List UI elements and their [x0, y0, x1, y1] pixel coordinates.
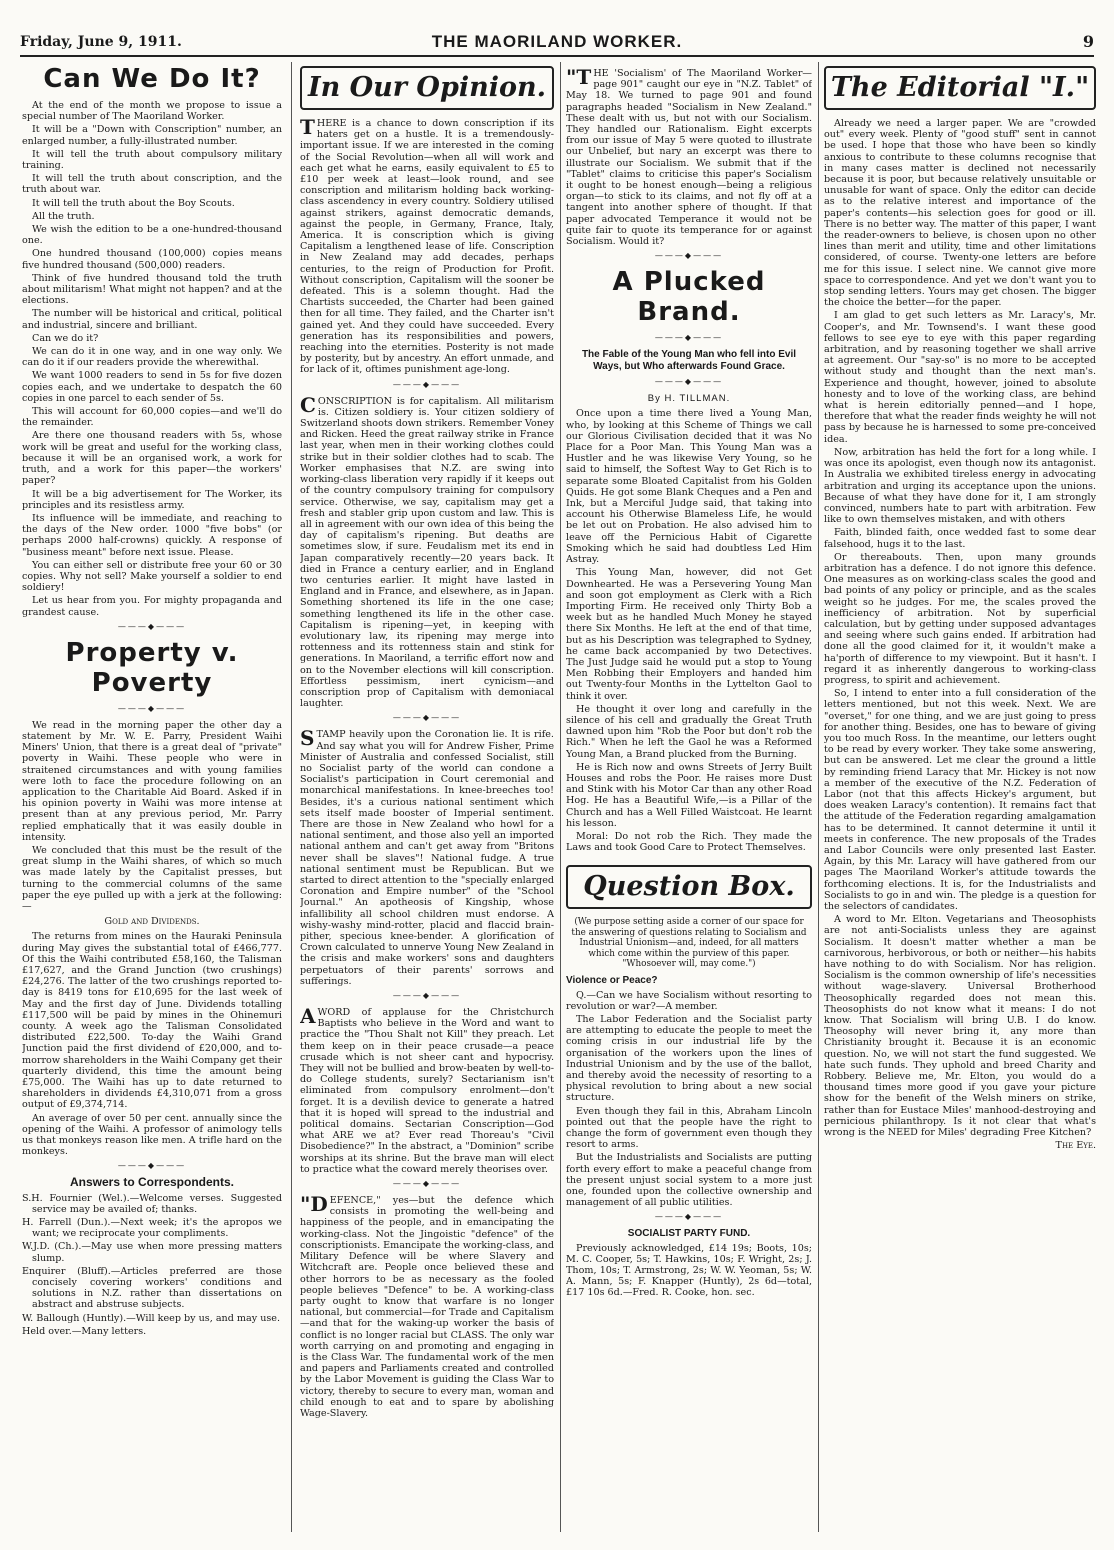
article-body-property-poverty	[22, 720, 282, 912]
divider-ornament: ———◆———	[654, 377, 724, 387]
issue-date: Friday, June 9, 1911.	[20, 34, 182, 50]
drop-cap: "D	[300, 1192, 328, 1217]
tablet-text: HE 'Socialism' of The Maoriland Worker—page 901" caught our eye in "N.Z. Tablet" of May 18. We turned to page 901 and found paragraphs headed "Socialism in New Zealand." These dealt with us, but not with our Socialism. They handled our Rationalism. Eight excerpts from our issue of May 5 were quoted to illustrate our Unbelief, but nary an excerpt was there to illustrate our Socialism. We submit that if the "Tablet" claims to criticise this paper's Socialism it ought to be honest enough—being a religious organ—to stick to its claims, and not fly off at a tangent into another sphere of thought. If that paper advocated Temperance it would not be quite fair to quote its temperance for or against Socialism. Would it?	[566, 68, 812, 248]
paragraph: We wish the edition to be a one-hundred-thousand one.	[22, 224, 282, 247]
paragraph: Already we need a larger paper. We are "crowded out" every week. Plenty of "good stuff" sent in cannot be used. I hope that those who have been so kindly anxious to contribute to these columns recognise that in many cases matter is declined not necessarily because it is poor, but because relatively unsuitable or unusable for want of space. Only the editor can decide as to the relative interest and importance of the paper's contents—his selection goes for good or ill. There is no better way. The matter of this paper, I want the reader-owners to believe, is chosen upon no other lines than merit and utility, time and other limitations considered, of course. Twenty-one letters are before me for this issue. I select nine. We cannot give more space to correspondence. And yet we don't want you to stop sending letters. Yours may get chosen. The bigger the choice the better—for the paper.	[824, 118, 1096, 309]
paragraph: I am glad to get such letters as Mr. Laracy's, Mr. Cooper's, and Mr. Townsend's. I want these good fellows to see eye to eye with this paper regarding arbitration, and by reasoning together we shall arrive at agreement. Our "say-so" is no more to be accepted without study and thought than the next man's. Experience and thought, however, joined to absolute honesty and to love of the working class, are behind what is herein editorially penned—and I hope, therefore that what the reader finds weighty he will not pass by because he is harnessed to some pre-conceived idea.	[824, 310, 1096, 445]
question-box-intro: (We purpose setting aside a corner of our space for the answering of questions relating to Socialism and Industrial Unionism—and, indeed, for all matters which come within the purview of this paper. "Whosoever will, may come.")	[571, 917, 807, 969]
article-title-can-we-do-it: Can We Do It?	[43, 64, 261, 94]
paragraph: This will account for 60,000 copies—and we'll do the remainder.	[22, 406, 282, 429]
paragraph: The returns from mines on the Hauraki Peninsula during May gives the substantial total of £466,777. Of this the Waihi contributed £58,160, the Talisman £17,627, and the Grand Junction (two crushings) £24,276. The latter of the two crushings reported to-day is 8419 tons for £10,695 for the last week of May and the first day of June. Dividends totalling £117,500 will be paid by mines in the Ohinemuri county. A week ago the Talisman Consolidated distributed £22,500. To-day the Waihi Grand Junction paid the first dividend of £20,000, and to-morrow shareholders in the Waihi Company get their quarterly dividend, this time the amount being £75,000. The Waihi has up to date returned to shareholders in dividends £4,310,071 from a gross output of £9,374,714.	[22, 931, 282, 1111]
article-subtitle: The Fable of the Young Man who fell into Evil Ways, but Who afterwards Found Grace.	[581, 349, 797, 373]
question-box-title: Question Box.	[566, 865, 812, 909]
correspondent-entry: W.J.D. (Ch.).—May use when more pressing matters slump.	[22, 1241, 282, 1264]
divider-ornament: ———◆———	[117, 703, 187, 713]
paragraph: Or thereabouts. Then, upon many grounds arbitration has a defence. I do not ignore this defence. One measures as on working-class scales the good and bad points of any policy or principle, and as the scales weight so he judges. For me, the scales proved the inefficiency of arbitration. Not by superficial calculation, but by getting under supposed advantages and seeing where such gains ended. If arbitration had done all the good claimed for it, it wouldn't make a ha'porth of difference to my viewpoint. But it hasn't. I regard it as inherently dangerous to working-class progress, to spirit and achievement.	[824, 551, 1096, 686]
paragraph: But the Industrialists and Socialists are putting forth every effort to make a peaceful change from the present unjust social system to a more just one, founded upon the collective ownership and management of all public utilities.	[566, 1152, 812, 1209]
drop-cap: S	[300, 726, 315, 751]
article-body-can-we-do-it	[22, 100, 282, 618]
column-divider	[291, 62, 292, 1532]
fund-title: SOCIALIST PARTY FUND.	[627, 1228, 751, 1240]
opinion-text: HERE is a chance to down conscription if its haters get on a hustle. It is a tremendously-important issue. If we are interested in the coming of the Social Revolution—when all will work and each get what he earns, easily equivalent to £5 to £10 per week at least—look round, and see conscription and militarism holding back working-class ascendency in every country. Soldiery utilised against strikers, against democratic demands, against the people, in Germany, France, Italy, America. It is conscription which is giving Capitalism a lengthened lease of life. Conscription in New Zealand may add decades, perhaps centuries, to the reign of Production for Profit. Without conscription, Capitalism will the sooner be defeated. This is a solemn thought. Had the Chartists succeeded, the Charter had been gained then for all time. They failed, and the Charter isn't gained yet. And they could have succeeded. Every generation has its responsibilities and powers, reaching into the eternities. Posterity is not made by posterity, but by ancestry. An effort unmade, and for lack of it, oftimes punishment age-long.	[300, 118, 554, 376]
paragraph: Once upon a time there lived a Young Man, who, by looking at this Scheme of Things we call our Glorious Civilisation decided that it was No Place for a Poor Man. This Young Man was a Hustler and he was likewise Very Young, so he said to himself, the Softest Way to Get Rich is to separate some Bloated Capitalist from his Golden Quids. He got some Blank Cheques and a Pen and Ink, but a Merciful Judge said, that taking into account his Otherwise Blameless Life, he would be let out on Probation. He also advised him to leave off the Pernicious Habit of Cigarette Smoking which he said had doubtless Led Him Astray.	[566, 408, 812, 566]
fable-body	[566, 408, 812, 853]
tablet-paragraph	[566, 65, 812, 248]
question-heading: Violence or Peace?	[566, 975, 658, 987]
opinion-item	[300, 115, 554, 376]
paragraph: So, I intend to enter into a full consideration of the letters mentioned, but not this week. Next. We are "overset," for one thing, and we are just going to press for another thing. Besides, one has to beware of giving you too much Ross. In the meantime, our letters ought to be read by every worker. They take some answering, but can be answered. Let me clear the ground a little by reminding friend Laracy that Mr. Hickey is not now a member of the executive of the N.Z. Federation of Labor (not that this affects Hickey's argument, but does weaken Laracy's contention). It remains fact that the attitude of the Federation regarding amalgamation has to be determined. It cannot determine it until it meets in conference. The new proposals of the Trades and Labor Councils were only presented last Easter. Again, by this Mr. Laracy will have gathered from our pages The Maoriland Worker's attitude towards the forthcoming elections. It is, for the Industrialists and Socialists to go in and win. The pledge is a question for the selectors of candidates.	[824, 688, 1096, 913]
correspondent-entry: H. Farrell (Dun.).—Next week; it's the apropos we want; we reciprocate your compliments.	[22, 1217, 282, 1240]
paragraph: Now, arbitration has held the fort for a long while. I was once its apologist, even though now its antagonist. In Australia we exhibited tireless energy in advocating arbitration and urging its acceptance upon the unions. Because of what they have done for it, I am strongly convinced, numbers hate to part with arbitration. Few like to own themselves mistaken, and with others	[824, 446, 1096, 526]
paragraph: We concluded that this must be the result of the great slump in the Waihi shares, of which so much was made lately by the Capitalist presses, but turning to the commercial columns of the same paper the eye pulled up with a jerk at the following:—	[22, 844, 282, 912]
opinion-text: TAMP heavily upon the Coronation lie. It is rife. And say what you will for Andrew Fisher, Prime Minister of Australia and confessed Socialist, still no Socialist party of the world can condone a Socialist's participation in Court ceremonial and monarchical manifestations. In knee-breeches too! Besides, it's a curious national sentiment which sets itself made booster of Imperial sentiment. There are those in New Zealand who howl for a national sentiment, and those also yell an imported national anthem and can't get away from "Britons never shall be slaves"! National fudge. A true national sentiment must be Republican. But we started to direct attention to the "specially enlarged Coronation and Empire number" of the "School Journal." An apotheosis of Kingship, whose infallibility all school children must endorse. A wishy-washy mind-rotter, placid and flaccid brain-pither, specious knee-bender. A glorification of Crown calculated to unnerve Young New Zealand in the crisis and make workers' sons and daughters perpetuators of their parents' sorrows and sufferings.	[300, 729, 554, 987]
editorial-body	[824, 118, 1096, 1138]
drop-cap: "T	[566, 65, 592, 89]
correspondent-entry: W. Ballough (Huntly).—Will keep by us, and may use.	[22, 1312, 281, 1324]
correspondent-entry: Held over.—Many letters.	[22, 1325, 147, 1337]
paragraph: Are there one thousand readers with 5s, whose work will be great and useful for the working class, because it will be an organised work, a work for truth, and a work for this paper—the workers' paper?	[22, 430, 282, 487]
article-title-plucked-brand: A Plucked Brand.	[612, 267, 766, 328]
paragraph: Its influence will be immediate, and reaching to the days of the New order. 1000 "five bobs" (or perhaps 2000 half-crowns) quickly. A response of "business meant" before next issue. Please.	[22, 512, 282, 558]
opinion-text: ONSCRIPTION is for capitalism. All militarism is. Citizen soldiery is. Your citizen soldiery of Switzerland shoots down strikers. Remember Voney and Ricken. Heed the great railway strike in France last year, when men in their working clothes could strike but in their soldier clothes had to scab. The Worker emphasises that N.Z. are swing into working-class liberation very rapidly if it keeps out of the country compulsory training for compulsory service. Otherwise, we say, capitalism may get a fresh and stabler grip upon custom and law. This is all in agreement with our own idea of this being the day of capitalism's ripening. But deaths are sometimes slow, if sure. Feudalism met its end in Japan comparatively recently—20 years back. It died in France a century earlier, and in England two centuries earlier. It might have lasted in England and in France, and elsewhere, as in Japan. Something shortened its life in the one case; something lengthened its life in the other case. Capitalism is ripening—yet, in keeping with evolutionary law, its ripening may merge into rottenness and its rottenness stain and stink for generations. In Maoriland, a terrific effort now and on to the November elections will kill conscription. Effortless pessimism, inert cynicism—and conscription prop of Capitalism with demoniacal laughter.	[300, 395, 554, 710]
column-3	[566, 62, 812, 1537]
paragraph: It will tell the truth about the Boy Scouts.	[32, 197, 235, 209]
opinion-text: WORD of applause for the Christchurch Baptists who believe in the Word and want to practice the "Thou Shalt not Kill" they preach. Let them keep on in their peace crusade—a peace crusade which is not sheer cant and hypocrisy. They will not be bullied and brow-beaten by well-to-do College students, surely? Sectarianism isn't eliminated from compulsory enrolment—don't forget. It is a devilish device to generate a hatred that it is hoped will spread to the industrial and political domains. Sectarian Conscription—God what ARE we at? Ever read Thoreau's "Civil Disobedience?" In the abstract, a "Dominion" scribe worships at its shrine. But the brave man will elect to practice what the coward merely theorises over.	[300, 1007, 554, 1175]
divider-ornament: ———◆———	[392, 713, 462, 723]
paragraph: It will be a "Down with Conscription" number, an enlarged number, a fully-illustrated number.	[22, 124, 282, 147]
divider-ornament: ———◆———	[392, 1179, 462, 1189]
paragraph: Let us hear from you. For mighty propaganda and grandest cause.	[22, 595, 282, 618]
opinion-item	[300, 1192, 554, 1419]
correspondents-list	[22, 1193, 282, 1337]
article-title-editorial-i: The Editorial "I."	[824, 66, 1096, 110]
opinion-item	[300, 726, 554, 987]
paragraph: All the truth.	[32, 210, 95, 222]
opinion-item	[300, 392, 554, 710]
paragraph: Think of five hundred thousand told the truth about militarism! What might not happen? and at the elections.	[22, 272, 282, 307]
divider-ornament: ———◆———	[117, 621, 187, 631]
newspaper-title: THE MAORILAND WORKER.	[431, 32, 683, 51]
paragraph: At the end of the month we propose to issue a special number of The Maoriland Worker.	[22, 100, 282, 123]
page-number: 9	[1082, 32, 1094, 51]
correspondent-entry: S.H. Fournier (Wel.).—Welcome verses. Suggested service may be availed of; thanks.	[22, 1192, 282, 1215]
paragraph: This Young Man, however, did not Get Downhearted. He was a Persevering Young Man and soon got employment as Clerk with a Rich Importing Firm. He received only Thirty Bob a week but as he handled Much Money he stayed there Six Months. He left at the end of that time, but as his Description was telegraphed to Sydney, he came back accompanied by two Detectives. The Just Judge said he would put a stop to Young Men Robbing their Employers and handed him out Twenty-four Months in the Lyttelton Gaol to think it over.	[566, 567, 812, 702]
column-divider	[818, 62, 819, 1532]
paragraph: Can we do it?	[32, 332, 99, 344]
paragraph: It will be a big advertisement for The Worker, its principles and its resistless army.	[22, 488, 282, 511]
paragraph: The Labor Federation and the Socialist party are attempting to educate the people to meet the coming crisis in our industrial life by the organisation of the workers upon the lines of Industrial Unionism and by the use of the ballot, and thereby avoid the necessity of resorting to a physical revolution to bring about a new social structure.	[566, 1014, 812, 1104]
paragraph: We can do it in one way, and in one way only. We can do it if our readers provide the wherewithal.	[22, 346, 282, 369]
paragraph: It will tell the truth about conscription, and the truth about war.	[22, 173, 282, 196]
paragraph: Even though they fail in this, Abraham Lincoln pointed out that the people have the right to change the form of government even though they resort to arms.	[566, 1105, 812, 1151]
paragraph: One hundred thousand (100,000) copies means five hundred thousand (500,000) readers.	[22, 248, 282, 271]
paragraph: Faith, blinded faith, once wedded fast to some dear falsehood, hugs it to the last.	[824, 527, 1096, 550]
correspondents-title: Answers to Correspondents.	[69, 1175, 235, 1190]
byline: By H. TILLMAN.	[647, 393, 731, 405]
paragraph: We want 1000 readers to send in 5s for five dozen copies each, and we undertake to despatch the 60 copies in one parcel to each sender of 5s.	[22, 370, 282, 404]
paragraph: We read in the morning paper the other day a statement by Mr. W. E. Parry, President Waihi Miners' Union, that there is a great deal of "private" poverty in Waihi. These people who were in straitened circumstances and with young families were loth to face the procedure following on an application to the Charitable Aid Board. Asked if in his opinion poverty in Waihi was more intense at present than at any previous period, Mr. Parry replied emphatically that it was easily double in intensity.	[22, 719, 282, 843]
divider-ornament: ———◆———	[392, 379, 462, 389]
article-title-in-our-opinion: In Our Opinion.	[300, 66, 554, 110]
divider-ornament: ———◆———	[117, 1161, 187, 1171]
opinion-item	[300, 1004, 554, 1175]
paragraph: Moral: Do not rob the Rich. They made the Laws and took Good Care to Protect Themselves.	[566, 830, 812, 854]
opinion-text: EFENCE," yes—but the defence which consists in promoting the well-being and happiness of the people, and in emancipating the working-class. Not the Jingoistic "defence" of the conscriptionists. Emancipate the working-class, and Military Defence will be where Slavery and Witchcraft are. People once believed these and other horrors to be as necessary as the fooled people believes "Defence" to be. A working-class party ought to know that warfare is no longer national, but commercial—for Trade and Capitalism—and that for the waking-up worker the basis of conflict is no longer racial but CLASS. The only war worth carrying on and promoting and engaging in is the Class War. The fundamental work of the men and papers and Parliaments created and controlled by the Labor Movement is guiding the Class War to victory, thereby to secure to every man, woman and child enough to eat and to spare by abolishing Wage-Slavery.	[300, 1195, 554, 1419]
article-body-gold-dividends	[22, 931, 282, 1157]
divider-ornament: ———◆———	[654, 333, 724, 343]
column-divider	[560, 62, 561, 1532]
paragraph: He is Rich now and owns Streets of Jerry Built Houses and robs the Poor. He raises more Dust and Stink with his Motor Car than any other Road Hog. He has a Beautiful Wife,—is a Pillar of the Church and has a Well Filled Waistcoat. He learnt his lesson.	[566, 761, 812, 829]
masthead-rule	[20, 55, 1094, 57]
opinion-items	[300, 115, 554, 1419]
column-1	[22, 62, 282, 1537]
paragraph: It will tell the truth about compulsory military training.	[22, 148, 282, 172]
fund-list: Previously acknowledged, £14 19s; Boots, 10s; M. C. Cooper, 5s; T. Hawkins, 10s; F. Wright, 2s; J. Thom, 10s; T. Armstrong, 2s; W. W. Yeoman, 5s; W. A. Mann, 5s; F. Knapper (Huntly), 2s 6d—total, £17 10s 6d.—Fred. R. Cooke, hon. sec.	[566, 1242, 812, 1299]
paragraph: An average of over 50 per cent. annually since the opening of the Waihi. A professor of animology tells us that monkeys reason like men. A trifle hard on the monkeys.	[22, 1112, 282, 1158]
paragraph: You can either sell or distribute free your 60 or 30 copies. Why not sell? Make yourself a soldier to end soldiery!	[22, 559, 282, 594]
paragraph: Q.—Can we have Socialism without resorting to revolution or war?—A member.	[566, 989, 812, 1012]
paragraph: The number will be historical and critical, political and industrial, sincere and brilliant.	[22, 308, 282, 331]
column-4	[824, 62, 1096, 1537]
divider-ornament: ———◆———	[392, 991, 462, 1001]
editorial-signature: The Eye.	[1055, 1140, 1096, 1152]
divider-ornament: ———◆———	[654, 251, 724, 261]
drop-cap: T	[300, 115, 315, 139]
article-title-property-poverty: Property v. Poverty	[65, 637, 239, 698]
drop-cap: A	[300, 1004, 316, 1029]
paragraph: He thought it over long and carefully in the silence of his cell and gradually the Great Truth dawned upon him "Rob the Poor but don't rob the Rich." When he left the Gaol he was a Reformed Young Man, a Brand plucked from the Burning.	[566, 703, 812, 760]
divider-ornament: ———◆———	[654, 1212, 724, 1222]
subheading-gold-dividends: Gold and Dividends.	[104, 916, 200, 928]
masthead	[20, 28, 1094, 52]
drop-cap: C	[300, 392, 316, 417]
paragraph: A word to Mr. Elton. Vegetarians and Theosophists are not anti-Socialists unless they are against Socialism. It doesn't matter whether a man be carnivorous, herbivorous, or both or neither—his habits have nothing to do with Socialism. Nor has religion. Socialism is the common ownership of life's necessities without wage-slavery. Universal Brotherhood Theosophically regarded does not mean this. Theosophists do not know what it means: I do not know. That Socialism will bring U.B. I do know. Theosophy will never bring it, any more than Christianity brought it. Because it is an economic question. No, we will not start the fund suggested. We hate such funds. They uphold and breed Charity and Robbery. Believe me, Mr. Elton, you would do a thousand times more good if you gave your picture show for the benefit of the Welsh miners on strike, rather than for Eustace Miles' manhood-destroying and pernicious philanthropy. Is it not clear that what's wrong is the NEED for Miles' degrading Free Kitchen?	[824, 914, 1096, 1139]
correspondent-entry: Enquirer (Bluff).—Articles preferred are those concisely covering workers' conditions and solutions in N.Z. rather than dissertations on abstract and abstruse subjects.	[22, 1265, 282, 1311]
column-2	[300, 62, 554, 1537]
question-answer	[566, 990, 812, 1209]
